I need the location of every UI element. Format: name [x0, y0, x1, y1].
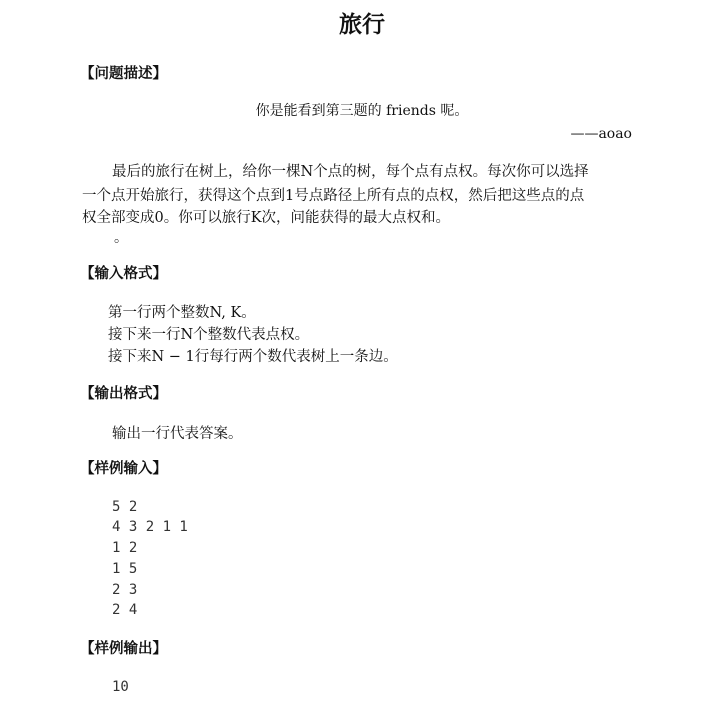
epigraph-author: ——aoao [570, 126, 632, 142]
sample-output-line-1: 10 [112, 679, 129, 695]
sample-input-heading: 【样例输入】 [80, 461, 167, 477]
epigraph-quote: 你是能看到第三题的 friends 呢。 [255, 103, 469, 119]
sample-input-line-3: 1 2 [112, 540, 138, 556]
input-format-line-2: 接下来一行N个整数代表点权。 [108, 327, 310, 343]
sample-input-line-2: 4 3 2 1 1 [112, 519, 188, 535]
sample-output-heading: 【样例输出】 [80, 641, 167, 657]
sample-input-line-1: 5 2 [112, 499, 138, 515]
sample-input-line-5: 2 3 [112, 582, 138, 598]
output-format-line-1: 输出一行代表答案。 [112, 426, 243, 442]
description-line-1: 最后的旅行在树上，给你一棵N个点的树，每个点有点权。每次你可以选择 [112, 164, 589, 180]
sample-input-line-4: 1 5 [112, 561, 138, 577]
description-line-3: 权全部变成0。你可以旅行K次，问能获得的最大点权和。 [82, 210, 451, 226]
description-heading: 【问题描述】 [80, 66, 167, 82]
page-title: 旅行 [339, 12, 385, 38]
input-format-line-3: 接下来N − 1行每行两个数代表树上一条边。 [108, 349, 398, 365]
input-format-heading: 【输入格式】 [80, 266, 167, 282]
description-line-2: 一个点开始旅行，获得这个点到1号点路径上所有点的点权，然后把这些点的点 [82, 188, 585, 204]
output-format-heading: 【输出格式】 [80, 386, 167, 402]
description-trailing-mark: 。 [114, 230, 128, 246]
input-format-line-1: 第一行两个整数N, K。 [108, 305, 256, 321]
sample-input-line-6: 2 4 [112, 602, 138, 618]
